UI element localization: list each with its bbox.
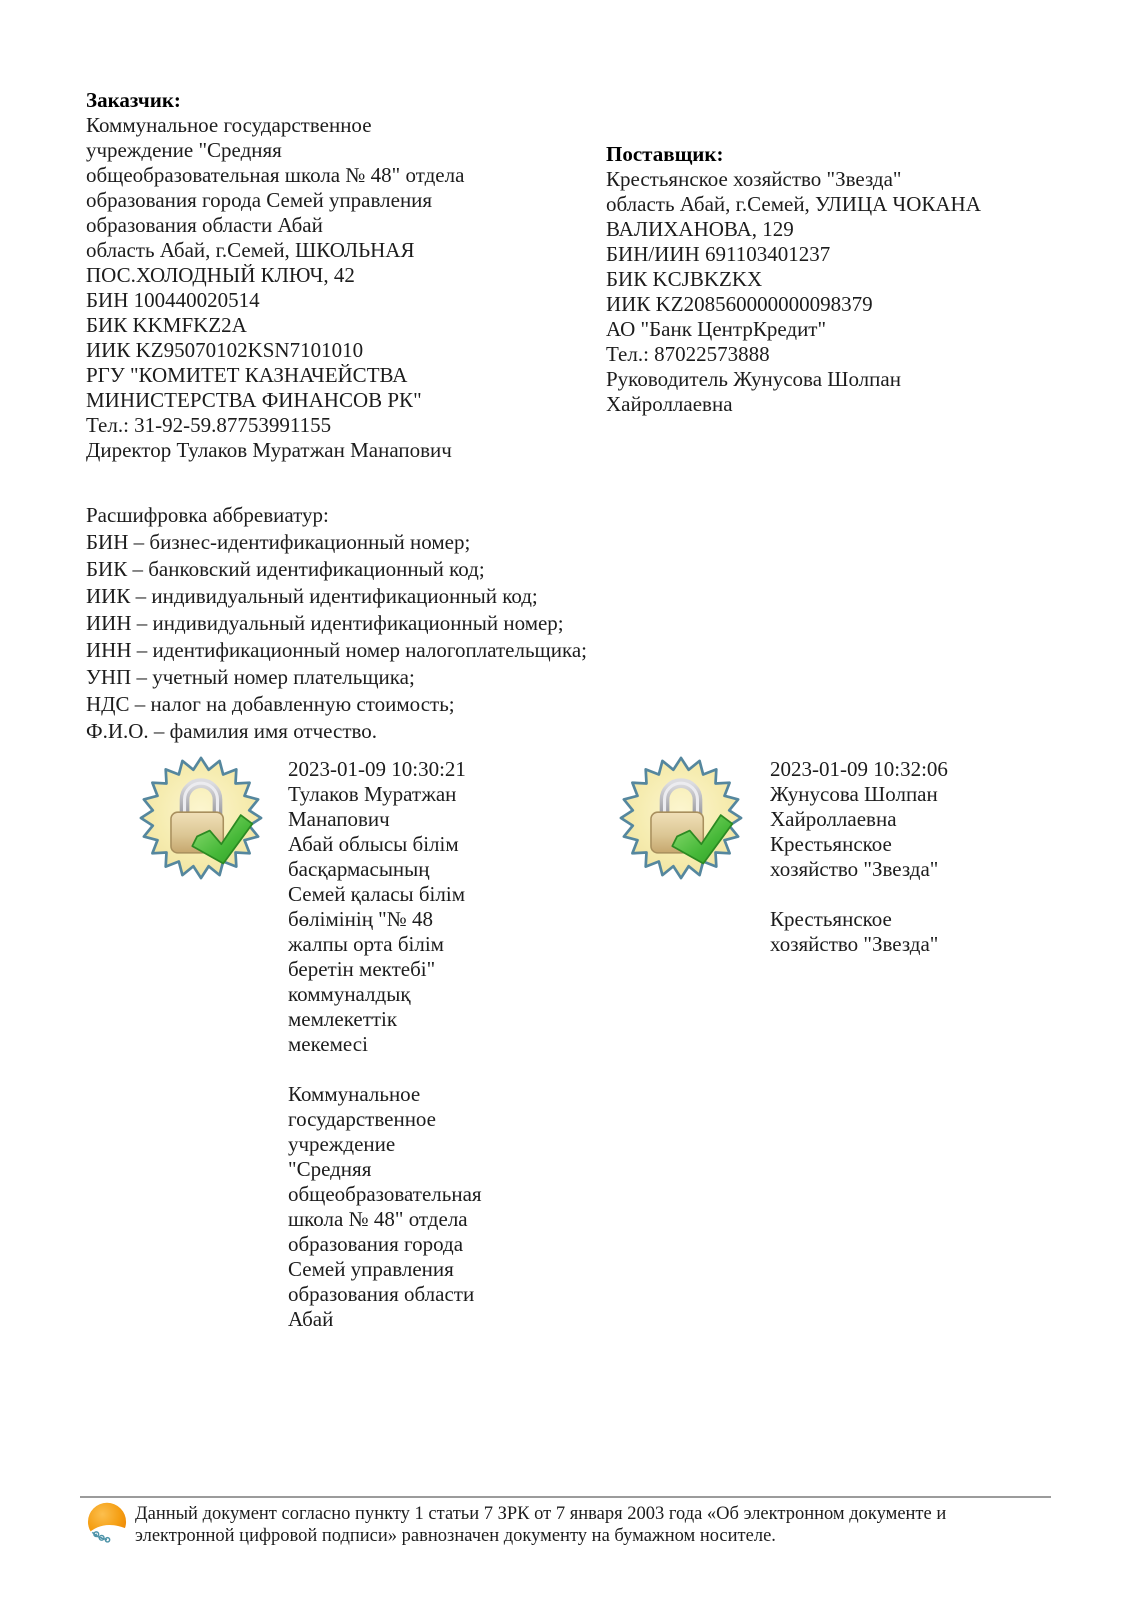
supplier-label: Поставщик: — [606, 142, 724, 166]
text-line: Данный документ согласно пункту 1 статьи 7 ЗРК от 7 января 2003 года «Об электронном документе и — [135, 1504, 947, 1524]
text-line: Тел.: 87022573888 — [606, 342, 770, 366]
text-line: басқармасының — [288, 857, 430, 881]
left-signature-text — [288, 757, 482, 1332]
goszakup-emblem-icon — [87, 1502, 128, 1544]
text-line: Жунусова Шолпан — [770, 782, 938, 806]
text-line: жалпы орта білім — [288, 932, 444, 956]
text-line: мекемесі — [288, 1032, 368, 1056]
text-line: 2023-01-09 10:30:21 — [288, 757, 466, 781]
text-line: Крестьянское хозяйство "Звезда" — [606, 167, 902, 191]
left-signature-lines — [288, 757, 482, 1332]
footer-divider — [80, 1496, 1051, 1498]
text-line: ПОС.ХОЛОДНЫЙ КЛЮЧ, 42 — [86, 263, 355, 287]
text-line: НДС – налог на добавленную стоимость; — [86, 692, 455, 716]
text-line: Ф.И.О. – фамилия имя отчество. — [86, 719, 378, 743]
text-line: мемлекеттік — [288, 1007, 398, 1031]
text-line: БИК – банковский идентификационный код; — [86, 557, 485, 581]
abbreviations-title: Расшифровка аббревиатур: — [86, 503, 329, 527]
right-signature-text — [770, 757, 948, 957]
footer-legal-text — [135, 1503, 946, 1547]
customer-section — [86, 88, 464, 463]
text-line: Абай облысы білім — [288, 832, 459, 856]
text-line: ИИК KZ95070102KSN7101010 — [86, 338, 364, 362]
text-line — [770, 882, 948, 907]
lock-checkmark-seal-icon — [139, 755, 263, 881]
text-line: БИН – бизнес-идентификационный номер; — [86, 530, 471, 554]
customer-details — [86, 113, 464, 463]
text-line: образования города Семей управления — [86, 188, 433, 212]
text-line: Руководитель Жунусова Шолпан — [606, 367, 901, 391]
text-line: Коммунальное — [288, 1082, 421, 1106]
text-line: область Абай, г.Семей, ШКОЛЬНАЯ — [86, 238, 415, 262]
text-line: электронной цифровой подписи» равнозначен документу на бумажном носителе. — [135, 1526, 776, 1546]
text-line: Тел.: 31-92-59.87753991155 — [86, 413, 332, 437]
text-line: Директор Тулаков Муратжан Манапович — [86, 438, 452, 462]
text-line: школа № 48" отдела — [288, 1207, 468, 1231]
text-line: ИНН – идентификационный номер налогоплательщика; — [86, 638, 588, 662]
right-signature-lines — [770, 757, 948, 957]
text-line: Хайроллаевна — [770, 807, 897, 831]
text-line: Абай — [288, 1307, 334, 1331]
text-line: ИИН – индивидуальный идентификационный номер; — [86, 611, 564, 635]
text-line: ИИК – индивидуальный идентификационный код; — [86, 584, 538, 608]
text-line: БИН 100440020514 — [86, 288, 260, 312]
text-line: "Средняя — [288, 1157, 372, 1181]
text-line: Хайроллаевна — [606, 392, 733, 416]
text-line: Крестьянское — [770, 832, 892, 856]
lock-checkmark-seal-icon — [619, 755, 743, 881]
text-line: РГУ "КОМИТЕТ КАЗНАЧЕЙСТВА — [86, 363, 408, 387]
text-line: учреждение "Средняя — [86, 138, 282, 162]
text-line: бөлімінің "№ 48 — [288, 907, 434, 931]
text-line: Манапович — [288, 807, 390, 831]
text-line: ВАЛИХАНОВА, 129 — [606, 217, 794, 241]
text-line: общеобразовательная — [288, 1182, 482, 1206]
text-line: ИИК KZ208560000000098379 — [606, 292, 873, 316]
text-line: МИНИСТЕРСТВА ФИНАНСОВ РК" — [86, 388, 422, 412]
text-line: БИН/ИИН 691103401237 — [606, 242, 831, 266]
text-line: общеобразовательная школа № 48" отдела — [86, 163, 465, 187]
text-line: образования области Абай — [86, 213, 323, 237]
text-line: государственное — [288, 1107, 437, 1131]
text-line: хозяйство "Звезда" — [770, 857, 939, 881]
text-line: 2023-01-09 10:32:06 — [770, 757, 948, 781]
text-line: БИК KCJBKZKX — [606, 267, 763, 291]
abbreviations-section — [86, 502, 587, 745]
footer-lines — [135, 1503, 946, 1547]
text-line: область Абай, г.Семей, УЛИЦА ЧОКАНА — [606, 192, 981, 216]
supplier-section — [606, 142, 981, 417]
text-line: коммуналдық — [288, 982, 411, 1006]
text-line: Крестьянское — [770, 907, 892, 931]
customer-label: Заказчик: — [86, 88, 181, 112]
text-line: хозяйство "Звезда" — [770, 932, 939, 956]
text-line: АО "Банк ЦентрКредит" — [606, 317, 827, 341]
text-line: Коммунальное государственное — [86, 113, 372, 137]
text-line — [288, 1057, 482, 1082]
text-line: учреждение — [288, 1132, 396, 1156]
text-line: Семей управления — [288, 1257, 454, 1281]
supplier-details — [606, 167, 981, 417]
text-line: образования города — [288, 1232, 464, 1256]
text-line: Тулаков Муратжан — [288, 782, 457, 806]
abbreviations-list — [86, 529, 587, 745]
text-line: образования области — [288, 1282, 475, 1306]
text-line: УНП – учетный номер плательщика; — [86, 665, 415, 689]
text-line: беретін мектебі" — [288, 957, 436, 981]
text-line: БИК KKMFKZ2A — [86, 313, 247, 337]
text-line: Семей қаласы білім — [288, 882, 465, 906]
